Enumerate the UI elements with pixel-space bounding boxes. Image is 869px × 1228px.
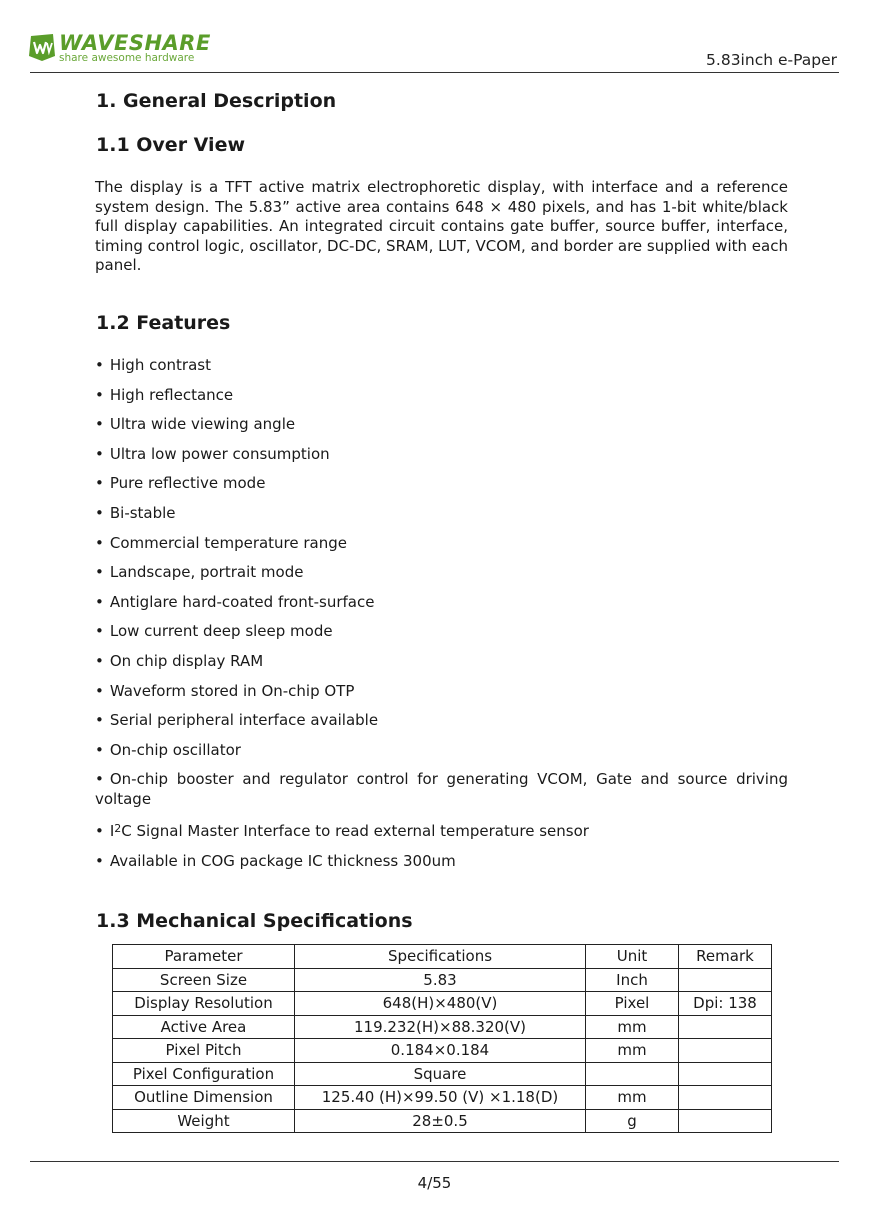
bullet: • bbox=[95, 770, 104, 789]
feature-text: High reflectance bbox=[109, 385, 234, 404]
list-item bbox=[95, 503, 788, 533]
bullet: • bbox=[95, 356, 104, 374]
list-item bbox=[95, 621, 788, 651]
table-cell bbox=[679, 968, 772, 992]
bullet: • bbox=[95, 711, 104, 730]
table-cell: 125.40 (H)×99.50 (V) ×1.18(D) bbox=[295, 1086, 586, 1110]
table-cell bbox=[679, 1109, 772, 1133]
list-item bbox=[95, 710, 788, 740]
overview-heading: 1.1 Over View bbox=[96, 134, 246, 156]
table-cell: Screen Size bbox=[113, 968, 295, 992]
feature-text: On-chip oscillator bbox=[109, 740, 241, 759]
table-cell: 648(H)×480(V) bbox=[295, 992, 586, 1016]
feature-text: Pure reflective mode bbox=[109, 474, 266, 493]
list-item bbox=[95, 592, 788, 622]
feature-text: Serial peripheral interface available bbox=[109, 711, 379, 730]
table-cell: 28±0.5 bbox=[295, 1109, 586, 1133]
footer-divider bbox=[30, 1161, 839, 1162]
feature-text: Antiglare hard-coated front-surface bbox=[109, 592, 375, 611]
header-divider bbox=[30, 72, 839, 73]
table-cell: Display Resolution bbox=[113, 992, 295, 1016]
table-cell bbox=[679, 1062, 772, 1086]
document-title: 5.83inch e-Paper bbox=[706, 51, 837, 69]
table-cell: Inch bbox=[586, 968, 679, 992]
table-cell: Outline Dimension bbox=[113, 1086, 295, 1110]
feature-text: C Signal Master Interface to read external temperature sensor bbox=[121, 822, 589, 841]
table-cell: mm bbox=[586, 1015, 679, 1039]
bullet: • bbox=[95, 740, 104, 759]
table-cell: g bbox=[586, 1109, 679, 1133]
feature-text: Ultra wide viewing angle bbox=[109, 415, 296, 434]
list-item bbox=[95, 444, 788, 474]
table-cell: Pixel bbox=[586, 992, 679, 1016]
list-item bbox=[95, 473, 788, 503]
features-list bbox=[95, 355, 788, 881]
list-item bbox=[95, 821, 788, 851]
column-header: Specifications bbox=[295, 945, 586, 969]
mechanical-heading: 1.3 Mechanical Specifications bbox=[96, 910, 413, 932]
list-item bbox=[95, 562, 788, 592]
table-cell: Active Area bbox=[113, 1015, 295, 1039]
feature-text: Waveform stored in On-chip OTP bbox=[109, 681, 355, 700]
bullet: • bbox=[95, 563, 104, 582]
table-header-row bbox=[113, 945, 772, 969]
table-cell: Weight bbox=[113, 1109, 295, 1133]
bullet: • bbox=[95, 622, 104, 641]
bullet: • bbox=[95, 822, 104, 841]
section-title: 1. General Description bbox=[96, 90, 337, 112]
table-cell: Square bbox=[295, 1062, 586, 1086]
bullet: • bbox=[95, 533, 104, 552]
list-item bbox=[95, 651, 788, 681]
list-item bbox=[95, 385, 788, 415]
table-cell bbox=[586, 1062, 679, 1086]
table-cell: Pixel Configuration bbox=[113, 1062, 295, 1086]
bullet: • bbox=[95, 474, 104, 493]
list-item bbox=[95, 740, 788, 770]
table-cell bbox=[679, 1015, 772, 1039]
feature-text: On-chip booster and regulator control for generating VCOM, Gate and source driving voltage bbox=[95, 770, 788, 809]
bullet: • bbox=[95, 852, 104, 871]
superscript: 2 bbox=[114, 822, 122, 836]
column-header: Parameter bbox=[113, 945, 295, 969]
table-cell: mm bbox=[586, 1039, 679, 1063]
column-header: Unit bbox=[586, 945, 679, 969]
bullet: • bbox=[95, 415, 104, 434]
feature-text-prefix: I bbox=[109, 822, 115, 841]
table-row bbox=[113, 968, 772, 992]
brand-tagline: share awesome hardware bbox=[59, 52, 195, 64]
list-item bbox=[95, 851, 788, 881]
feature-text: Low current deep sleep mode bbox=[109, 622, 333, 641]
page-number: 4/55 bbox=[417, 1174, 452, 1192]
list-item bbox=[95, 355, 788, 385]
table-row bbox=[113, 1086, 772, 1110]
table-cell: Dpi: 138 bbox=[679, 992, 772, 1016]
list-item bbox=[95, 414, 788, 444]
features-heading: 1.2 Features bbox=[96, 312, 231, 334]
feature-text: Commercial temperature range bbox=[109, 533, 348, 552]
bullet: • bbox=[95, 592, 104, 611]
table-row bbox=[113, 1039, 772, 1063]
table-cell: 0.184×0.184 bbox=[295, 1039, 586, 1063]
table-row bbox=[113, 1062, 772, 1086]
list-item bbox=[95, 681, 788, 711]
table-cell: 119.232(H)×88.320(V) bbox=[295, 1015, 586, 1039]
feature-text: Landscape, portrait mode bbox=[109, 563, 304, 582]
list-item bbox=[95, 533, 788, 563]
feature-text: Available in COG package IC thickness 300um bbox=[109, 852, 456, 871]
column-header: Remark bbox=[679, 945, 772, 969]
bullet: • bbox=[95, 503, 104, 522]
table-row bbox=[113, 1109, 772, 1133]
table-cell: Pixel Pitch bbox=[113, 1039, 295, 1063]
bullet: • bbox=[95, 444, 104, 463]
feature-text: On chip display RAM bbox=[109, 651, 264, 670]
bullet: • bbox=[95, 385, 104, 404]
mechanical-spec-table bbox=[112, 944, 772, 1133]
waveshare-logo-icon bbox=[28, 32, 56, 62]
bullet: • bbox=[95, 681, 104, 700]
list-item bbox=[95, 769, 788, 821]
table-cell: 5.83 bbox=[295, 968, 586, 992]
table-row bbox=[113, 992, 772, 1016]
table-cell: mm bbox=[586, 1086, 679, 1110]
bullet: • bbox=[95, 651, 104, 670]
feature-text: Ultra low power consumption bbox=[109, 444, 330, 463]
feature-text: High contrast bbox=[109, 356, 211, 374]
table-cell bbox=[679, 1086, 772, 1110]
brand-name: WAVESHARE bbox=[59, 31, 211, 55]
feature-text: Bi-stable bbox=[109, 503, 176, 522]
overview-paragraph: The display is a TFT active matrix electrophoretic display, with interface and a reference system design. The 5.83” active area contains 648 × 480 pixels, and has 1-bit white/black full display capabilities. An integrated circuit contains gate buffer, source buffer, interface, timing control logic, oscillator, DC-DC, SRAM, LUT, VCOM, and border are supplied with each panel. bbox=[95, 178, 788, 275]
table-row bbox=[113, 1015, 772, 1039]
table-cell bbox=[679, 1039, 772, 1063]
brand-logo bbox=[28, 31, 211, 64]
